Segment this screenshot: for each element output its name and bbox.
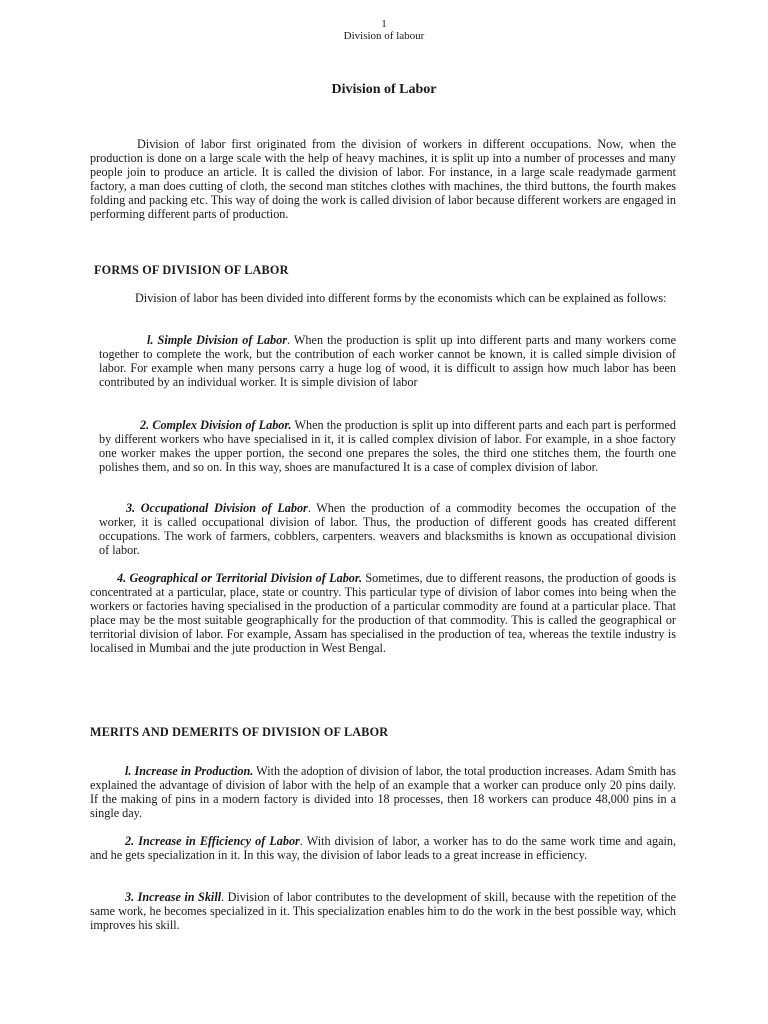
form-item-occupational: [99, 501, 676, 557]
forms-heading: FORMS OF DIVISION OF LABOR: [94, 263, 289, 277]
form-item-lead: 4. Geographical or Territorial Division of Labor.: [117, 571, 362, 585]
form-item-simple: [99, 333, 676, 389]
form-item-text: When the production is split up into different parts and each part is performed by different workers who have specialised in it, it is called complex division of labor. For example, in a shoe factory one worker makes the upper portion, the second one prepares the soles, the third one stitches them, the fourth one polishes them, and so on. In this way, shoes are manufactured It is a case of complex division of labor.: [99, 418, 676, 474]
form-item-complex: [99, 418, 676, 474]
merit-item-production: [90, 764, 676, 820]
page-number: 1: [381, 18, 387, 30]
merit-item-skill: [90, 890, 676, 932]
merit-item-text: . With division of labor, a worker has to do the same work time and again, and he gets specialization in it. In this way, the division of labor leads to a great increase in efficiency.: [90, 834, 677, 862]
running-header: Division of labour: [343, 30, 425, 42]
merit-item-lead: l. Increase in Production.: [125, 764, 254, 778]
forms-intro-paragraph: Division of labor has been divided into different forms by the economists which can be explained as follows:: [135, 291, 667, 305]
merits-heading: MERITS AND DEMERITS OF DIVISION OF LABOR: [90, 725, 389, 739]
form-item-geographical: [90, 571, 676, 655]
form-item-text: . When the production of a commodity becomes the occupation of the worker, it is called occupational division of labor. Thus, the production of different goods has created different occupations. The work of farmers, cobblers, carpenters. weavers and blacksmiths is known as occupational division of labor.: [99, 501, 676, 557]
form-item-text: . When the production is split up into different parts and many workers come together to complete the work, but the contribution of each worker cannot be known, it is called simple division of labor. For example when many persons carry a huge log of wood, it is difficult to assign how much labor has been contributed by an individual worker. It is simple division of labor: [99, 333, 676, 389]
form-item-lead: 2. Complex Division of Labor.: [140, 418, 292, 432]
merit-item-efficiency: [90, 834, 676, 862]
intro-paragraph: Division of labor first originated from the division of workers in different occupations. Now, when the production is done on a large scale with the help of heavy machines, it is split up into a number of processes and many people join to produce an article. It is called the division of labor. For instance, in a large scale readymade garment factory, a man does cutting of cloth, the second man stitches clothes with machines, the third buttons, the fourth makes folding and packing etc. This way of doing the work is called division of labor because different workers are engaged in performing different parts of production.: [90, 137, 676, 221]
form-item-text: Sometimes, due to different reasons, the production of goods is concentrated at a particular, place, state or country. This particular type of division of labor comes into being when the workers or factories having specialised in the production of a particular commodity are found at a particular place. That place may be the most suitable geographically for the production of that commodity. This is called the geographical or territorial division of labor. For example, Assam has specialised in the production of tea, whereas the textile industry is localised in Mumbai and the jute production in West Bengal.: [90, 571, 676, 655]
document-title: Division of Labor: [331, 82, 437, 97]
merit-item-lead: 3. Increase in Skill: [125, 890, 222, 904]
form-item-lead: 3. Occupational Division of Labor: [126, 501, 308, 515]
form-item-lead: l. Simple Division of Labor: [147, 333, 287, 347]
merit-item-text: With the adoption of division of labor, the total production increases. Adam Smith has explained the advantage of division of labor with the help of an example that a worker can produce only 20 pins daily. If the making of pins in a modern factory is divided into 18 processes, then 18 workers can produce 48,000 pins in a single day.: [90, 764, 676, 820]
merit-item-text: . Division of labor contributes to the development of skill, because with the repetition of the same work, he becomes specialized in it. This specialization enables him to do the work in the best possible way, which improves his skill.: [90, 890, 676, 932]
merit-item-lead: 2. Increase in Efficiency of Labor: [125, 834, 300, 848]
